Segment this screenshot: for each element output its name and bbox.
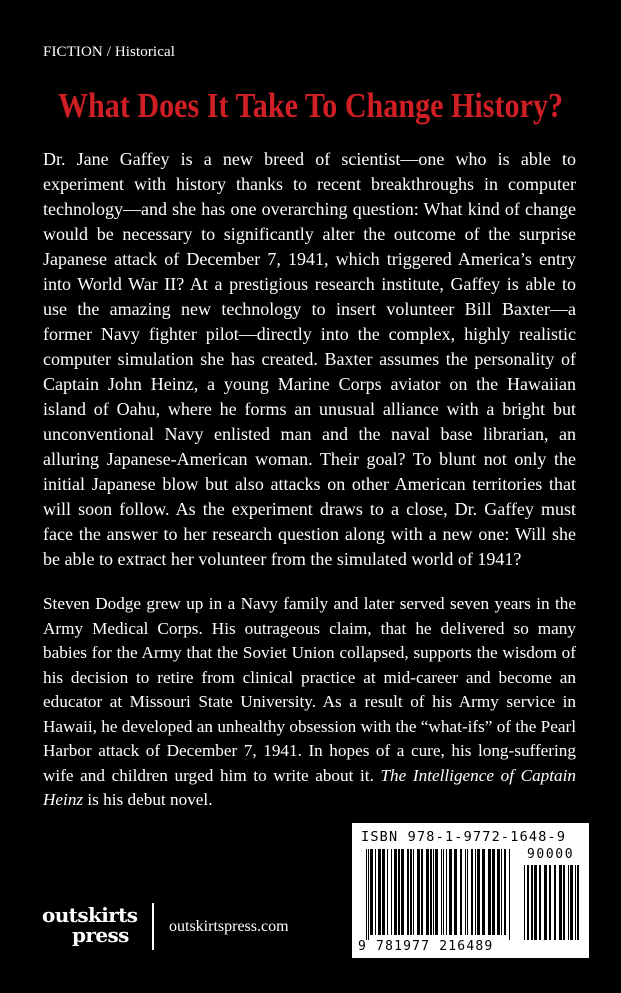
book-blurb: Dr. Jane Gaffey is a new breed of scientist—one who is able to experiment with history thanks to recent breakthroughs in computer technology—and she has one overarching question: What kind of change would be necessary to significantly alter the outcome of the surprise Japanese attack of December 7, 1941, which triggered America’s entry into World War II? At a prestigious research institute, Gaffey is able to use the amazing new technology to insert volunteer Bill Baxter—a former Navy fighter pilot—directly into the complex, highly realistic computer simulation she has created. Baxter assumes the personality of Captain John Heinz, a young Marine Corps aviator on the Hawaiian island of Oahu, where he forms an unusual alliance with a bright but unconventional Navy enlisted man and the naval base librarian, an alluring Japanese-American woman. Their goal? To blunt not only the initial Japanese blow but also attacks on other American territories that will soon follow. As the experiment draws to a close, Dr. Gaffey must face the answer to her research question along with a new one: Will she be able to extract her volunteer from the simulated world of 1941? bbox=[43, 149, 576, 569]
barcode-bar bbox=[460, 849, 462, 935]
barcode-bar bbox=[368, 849, 369, 940]
barcode-bar bbox=[394, 849, 397, 935]
barcode-bar bbox=[410, 849, 412, 935]
isbn-text: ISBN 978-1-9772-1648-9 bbox=[361, 829, 567, 845]
barcode-bar bbox=[378, 849, 381, 935]
barcode-bar bbox=[370, 849, 373, 935]
addon-bar bbox=[534, 865, 537, 940]
barcode-bar bbox=[375, 849, 376, 935]
price-code: 90000 bbox=[527, 847, 575, 862]
barcode-bar bbox=[413, 849, 414, 935]
barcode-bar bbox=[471, 849, 473, 935]
category-label: FICTION / Historical bbox=[43, 44, 175, 60]
barcode-bar bbox=[382, 849, 385, 935]
author-bio-text: Steven Dodge grew up in a Navy family and later served seven years in the Army Medical Corps. His outrageous claim, that he delivered so many babies for the Army that the Soviet Union collapsed, supports the wisdom of his decision to retire from clinical practice at mid-career and become an educator at Missouri State University. As a result of his Army service in Hawaii, he developed an unhealthy obsession with the “what-ifs” of the Pearl Harbor attack of December 7, 1941. In hopes of a cure, his long-suffering wife and children urged him to write about it. bbox=[43, 594, 576, 785]
barcode-bar bbox=[504, 849, 506, 935]
barcode-bar bbox=[421, 849, 423, 935]
barcode-box bbox=[352, 823, 589, 958]
book-title: The Intelligence of Captain Heinz bbox=[43, 765, 577, 809]
headline: What Does It Take To Change History? bbox=[57, 86, 564, 125]
author-bio-closing: is his debut novel. bbox=[83, 790, 213, 809]
barcode-bar bbox=[446, 849, 447, 935]
barcode-bar bbox=[401, 849, 404, 935]
addon-bar bbox=[563, 865, 565, 940]
publisher-logo bbox=[42, 904, 140, 948]
addon-bar bbox=[559, 865, 562, 940]
barcode-bar bbox=[435, 849, 438, 935]
barcode-bars bbox=[352, 823, 589, 958]
barcode-bar bbox=[501, 849, 502, 935]
barcode-bar bbox=[430, 849, 432, 935]
barcode-bar bbox=[482, 849, 485, 935]
barcode-bar bbox=[475, 849, 476, 935]
addon-bar bbox=[539, 865, 541, 940]
barcode-bar bbox=[454, 849, 457, 935]
logo-line-2: press bbox=[72, 923, 129, 947]
barcode-bar bbox=[467, 849, 468, 935]
barcode-bar bbox=[387, 849, 388, 935]
addon-bar bbox=[554, 865, 556, 940]
ean-digits: 9 781977 216489 bbox=[358, 939, 494, 954]
addon-bar bbox=[575, 865, 576, 940]
barcode-bar bbox=[366, 849, 367, 940]
barcode-bar bbox=[477, 849, 480, 935]
addon-bar bbox=[524, 865, 525, 940]
author-bio bbox=[43, 592, 576, 813]
addon-bar bbox=[531, 865, 533, 940]
barcode-bar bbox=[443, 849, 444, 935]
addon-bar bbox=[570, 865, 573, 940]
barcode-bar bbox=[433, 849, 434, 935]
barcode-bar bbox=[449, 849, 452, 935]
addon-bar bbox=[544, 865, 547, 940]
barcode-bar bbox=[441, 849, 442, 935]
barcode-bar bbox=[492, 849, 495, 935]
barcode-bar bbox=[465, 849, 466, 935]
barcode-bar bbox=[497, 849, 500, 935]
barcode-bar bbox=[398, 849, 400, 935]
addon-bar bbox=[577, 865, 579, 940]
barcode-bar bbox=[426, 849, 429, 935]
addon-bar bbox=[568, 865, 569, 940]
logo-divider bbox=[152, 903, 154, 950]
barcode-bar bbox=[509, 849, 510, 940]
publisher-website: outskirtspress.com bbox=[169, 918, 289, 935]
barcode-bar bbox=[488, 849, 491, 935]
barcode-bar bbox=[391, 849, 392, 935]
logo-line-1: outskirts bbox=[42, 903, 138, 927]
addon-bar bbox=[549, 865, 551, 940]
addon-bar bbox=[527, 865, 529, 940]
barcode-bar bbox=[417, 849, 420, 935]
barcode-bar bbox=[407, 849, 409, 935]
